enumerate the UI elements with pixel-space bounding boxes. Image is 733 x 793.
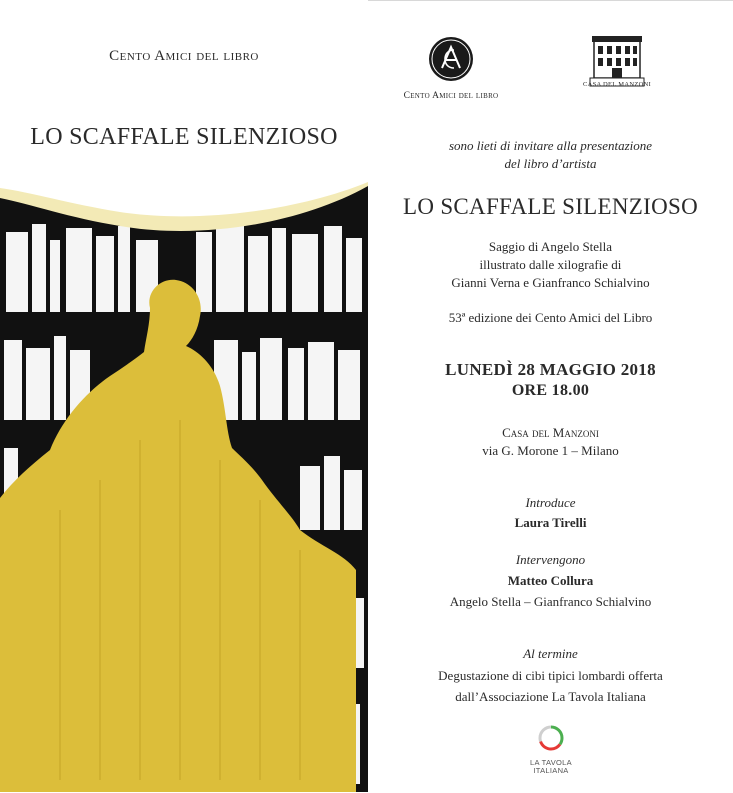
cento-amici-logo (393, 36, 509, 101)
building-icon (588, 30, 646, 88)
invite-line-1: sono lieti di invitare alla presentazione (448, 138, 653, 153)
introduce-name: Laura Tirelli (514, 515, 587, 530)
woodcut-illustration (0, 180, 368, 792)
end-line-2: dall’Associazione La Tavola Italiana (455, 689, 646, 704)
event-time: ORE 18.00 (511, 382, 590, 399)
end-line-1: Degustazione di cibi tipici lombardi offerta (438, 668, 663, 683)
book-title: LO SCAFFALE SILENZIOSO (403, 194, 698, 219)
speakers-others: Angelo Stella – Gianfranco Schialvino (449, 594, 652, 609)
edition-line: 53ª edizione dei Cento Amici del Libro (448, 310, 653, 325)
introduce-label: Introduce (525, 495, 576, 510)
event-venue: Casa del Manzoni (502, 425, 599, 440)
credit-line-1: Saggio di Angelo Stella (488, 239, 613, 254)
event-date: LUNEDÌ 28 MAGGIO 2018 (445, 360, 656, 379)
end-label: Al termine (523, 646, 578, 661)
speakers-label: Intervengono (515, 552, 586, 567)
invite-line-2: del libro d’artista (504, 156, 597, 171)
tavola-line-1: LA TAVOLA (530, 758, 572, 767)
cover-title: LO SCAFFALE SILENZIOSO (30, 124, 338, 150)
tavola-italiana-logo (519, 722, 583, 775)
cento-amici-caption: Cento Amici del libro (403, 91, 499, 101)
speaker-main: Matteo Collura (507, 573, 594, 588)
tavola-line-2: ITALIANA (533, 766, 569, 775)
cento-amici-emblem-icon (428, 36, 474, 82)
casa-manzoni-caption: CASA DEL MANZONI (582, 81, 652, 88)
credit-line-2: illustrato dalle xilografie di (479, 257, 622, 272)
casa-manzoni-logo (582, 30, 652, 88)
credit-line-3: Gianni Verna e Gianfranco Schialvino (451, 275, 650, 290)
publisher-name: Cento Amici del libro (109, 48, 259, 64)
event-address: via G. Morone 1 – Milano (482, 443, 619, 458)
tavola-ring-icon (535, 722, 567, 754)
